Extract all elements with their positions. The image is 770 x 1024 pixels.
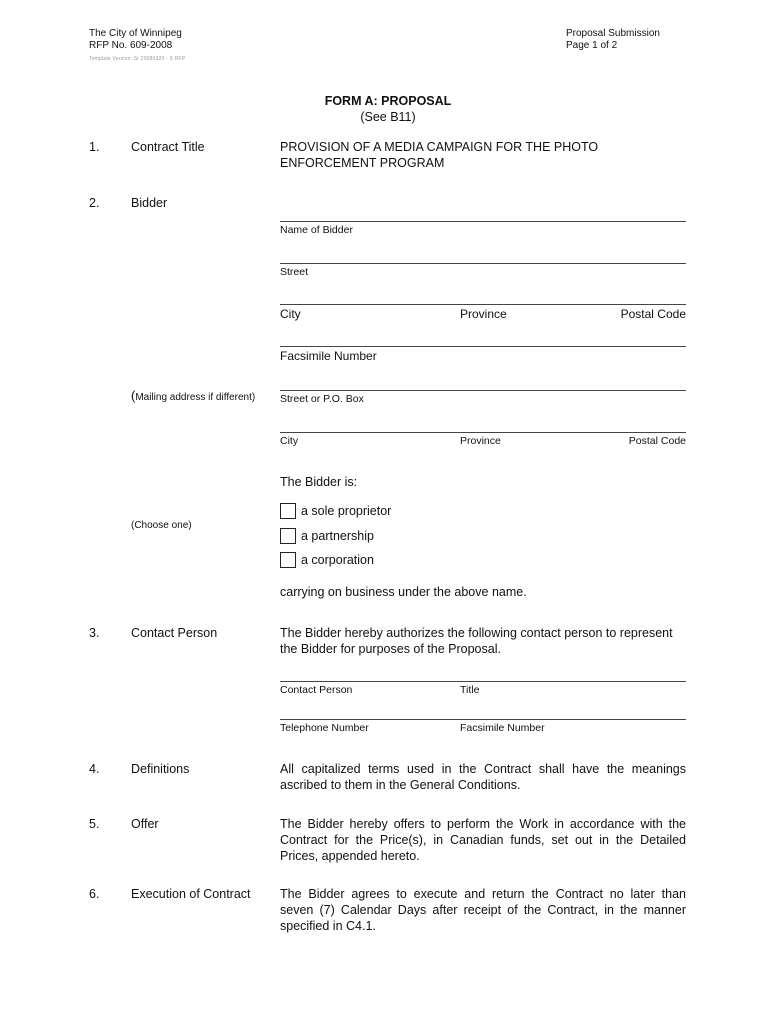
definitions-text — [280, 761, 686, 793]
street-caption: Street — [280, 266, 309, 278]
section-2-label: Bidder — [131, 196, 168, 210]
form-subtitle: (See B11) — [360, 110, 416, 124]
section-6-label: Execution of Contract — [131, 887, 251, 901]
city-province-postal-field[interactable] — [280, 304, 686, 305]
facsimile-caption: Facsimile Number — [280, 349, 377, 363]
offer-text — [280, 816, 686, 864]
section-5-label: Offer — [131, 817, 159, 831]
execution-line-3: specified in C4.1. — [280, 919, 376, 933]
section-3-number: 3. — [89, 626, 100, 640]
carrying-on-business-text: carrying on business under the above name. — [280, 585, 527, 599]
section-6-number: 6. — [89, 887, 100, 901]
contract-title-line-1: PROVISION OF A MEDIA CAMPAIGN FOR THE PHOTO — [280, 140, 599, 154]
header-page-number: Page 1 of 2 — [566, 40, 618, 51]
postal-code-caption: Postal Code — [620, 307, 686, 321]
mailing-street-field[interactable] — [280, 390, 686, 391]
mailing-paren: ( — [131, 388, 136, 403]
mailing-city-field[interactable] — [280, 432, 686, 433]
header-org: The City of Winnipeg — [89, 28, 182, 39]
execution-line-2: seven (7) Calendar Days after receipt of the Contract, in the manner — [280, 903, 686, 917]
corporation-checkbox[interactable] — [280, 552, 296, 568]
contact-person-caption: Contact Person — [280, 684, 353, 696]
section-1-label: Contract Title — [131, 140, 205, 154]
bidder-name-caption: Name of Bidder — [280, 224, 353, 236]
street-field[interactable] — [280, 263, 686, 264]
contact-person-field[interactable] — [280, 681, 686, 682]
contract-title-line-2: ENFORCEMENT PROGRAM — [280, 156, 445, 170]
telephone-caption: Telephone Number — [280, 722, 369, 734]
facsimile-field[interactable] — [280, 346, 686, 347]
section-3-label: Contact Person — [131, 626, 218, 640]
header-left — [89, 28, 182, 52]
offer-line-2: Contract for the Price(s), in Canadian funds, set out in the Detailed — [280, 833, 686, 847]
form-title: FORM A: PROPOSAL — [324, 94, 452, 108]
header-doc-type: Proposal Submission — [566, 28, 660, 39]
header-rfp-number: RFP No. 609-2008 — [89, 40, 173, 51]
partnership-checkbox[interactable] — [280, 528, 296, 544]
contact-phone-field[interactable] — [280, 719, 686, 720]
corporation-label: a corporation — [301, 553, 374, 567]
city-caption: City — [280, 307, 301, 321]
section-2-number: 2. — [89, 196, 100, 210]
province-caption: Province — [460, 307, 507, 321]
offer-line-3: Prices, appended hereto. — [280, 849, 420, 863]
sole-proprietor-label: a sole proprietor — [301, 504, 392, 518]
contact-person-text-line-1: The Bidder hereby authorizes the following contact person to represent — [280, 626, 673, 640]
bidder-name-field[interactable] — [280, 221, 686, 222]
definitions-line-1: All capitalized terms used in the Contract shall have the meanings — [280, 762, 686, 776]
sole-proprietor-checkbox[interactable] — [280, 503, 296, 519]
mailing-address-label — [131, 388, 255, 403]
choose-one-label: (Choose one) — [131, 520, 192, 531]
mailing-city-caption: City — [280, 435, 299, 447]
contact-fax-caption: Facsimile Number — [460, 722, 545, 734]
bidder-is-label: The Bidder is: — [280, 475, 358, 489]
section-4-number: 4. — [89, 762, 100, 776]
section-1-number: 1. — [89, 140, 100, 154]
offer-line-1: The Bidder hereby offers to perform the Work in accordance with the — [280, 817, 686, 831]
execution-line-1: The Bidder agrees to execute and return the Contract no later than — [280, 887, 686, 901]
contact-person-text-line-2: the Bidder for purposes of the Proposal. — [280, 642, 501, 656]
section-4-label: Definitions — [131, 762, 190, 776]
execution-text — [280, 886, 686, 934]
po-box-caption: Street or P.O. Box — [280, 393, 364, 405]
contact-title-caption: Title — [460, 684, 480, 696]
partnership-label: a partnership — [301, 529, 374, 543]
mailing-province-caption: Province — [460, 435, 501, 447]
header-right — [566, 28, 660, 52]
template-version: Template Version: Sr 20080320 - S RFP — [89, 56, 186, 62]
section-5-number: 5. — [89, 817, 100, 831]
mailing-label-text: Mailing address if different) — [135, 392, 256, 403]
definitions-line-2: ascribed to them in the General Conditions. — [280, 778, 521, 792]
mailing-postal-caption: Postal Code — [628, 435, 686, 447]
